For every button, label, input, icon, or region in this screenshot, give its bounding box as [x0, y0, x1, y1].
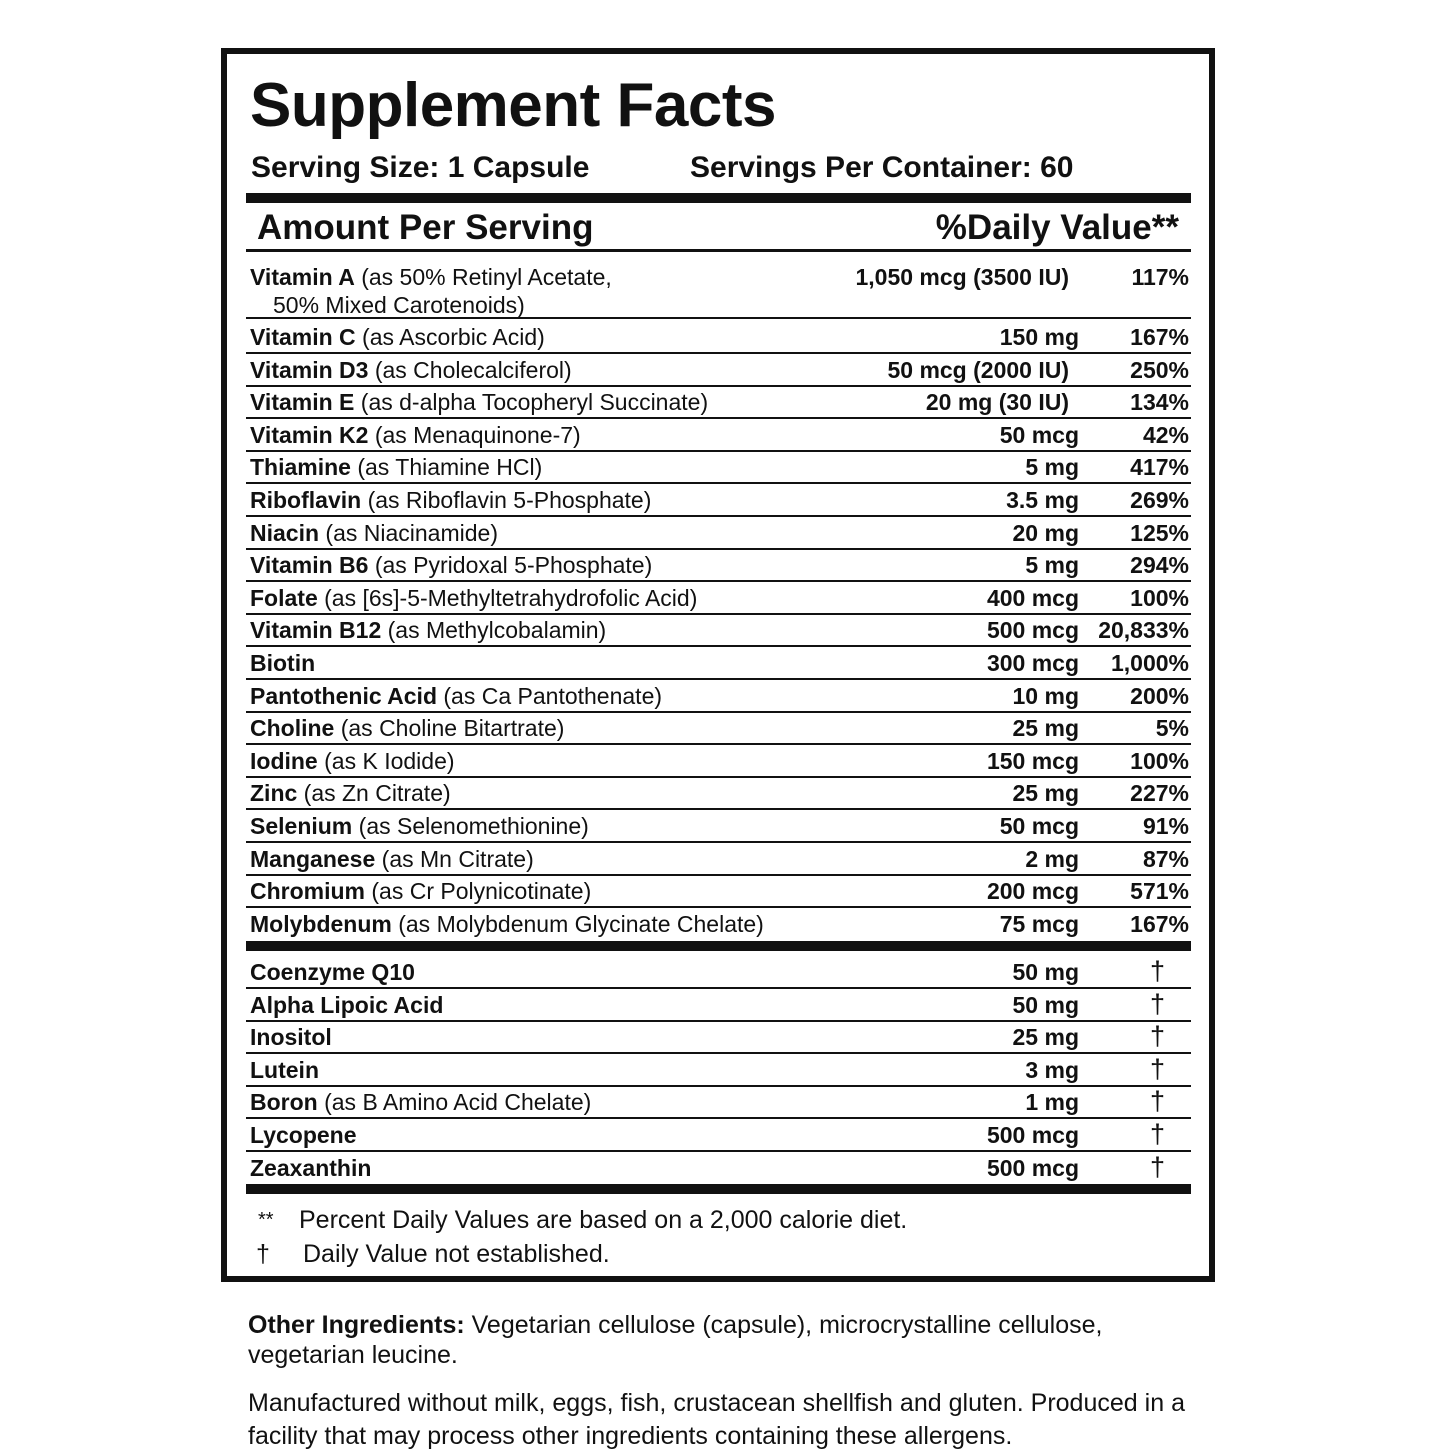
nutrient-daily-value: 417% — [1130, 454, 1189, 481]
nutrient-name: Vitamin B12 — [250, 617, 382, 644]
nutrient-amount: 200 mcg — [986, 878, 1079, 905]
nutrient-row — [246, 956, 1191, 989]
nutrient-row — [246, 354, 1191, 387]
nutrient-row — [246, 647, 1191, 680]
nutrient-source: (as d-alpha Tocopheryl Succinate) — [360, 389, 709, 416]
thick-divider-top — [246, 193, 1191, 203]
nutrient-row — [246, 1054, 1191, 1087]
nutrient-name: Vitamin C — [250, 324, 356, 350]
nutrient-daily-value: 125% — [1130, 519, 1189, 546]
serving-size: Serving Size: 1 Capsule — [251, 151, 590, 184]
other-ingredients-text: Vegetarian cellulose (capsule), microcrystalline cellulose, vegetarian leucine. — [248, 1311, 1103, 1369]
nutrient-name: Vitamin E — [250, 389, 355, 416]
nutrient-row — [246, 1021, 1191, 1054]
nutrient-name-line — [250, 683, 662, 710]
nutrient-name: Alpha Lipoic Acid — [250, 991, 444, 1018]
thick-divider-bottom — [246, 1184, 1191, 1194]
nutrient-name-line — [250, 959, 415, 986]
nutrient-name: Vitamin K2 — [250, 421, 369, 448]
nutrient-daily-value: 87% — [1142, 845, 1189, 872]
nutrient-amount: 20 mg (30 IU) — [925, 389, 1069, 416]
footnote-dv-text: Percent Daily Values are based on a 2,000 calorie diet. — [299, 1206, 908, 1234]
nutrient-row — [246, 484, 1191, 517]
nutrient-amount: 25 mg — [1012, 715, 1079, 742]
manufacturing-note: Manufactured without milk, eggs, fish, crustacean shellfish and gluten. Produced in a facility that may process other ingredients containing these allergens. — [248, 1389, 1185, 1450]
daily-value-header: %Daily Value** — [935, 208, 1179, 247]
nutrient-amount: 50 mcg (2000 IU) — [887, 356, 1069, 383]
nutrient-name-line — [250, 1155, 371, 1182]
nutrient-source: (as Zn Citrate) — [303, 780, 451, 807]
nutrient-daily-value: 200% — [1130, 682, 1189, 709]
dagger-icon: † — [1150, 1053, 1166, 1084]
nutrient-name-line — [250, 780, 451, 807]
nutrient-name: Riboflavin — [250, 487, 362, 513]
nutrient-daily-value: 227% — [1130, 780, 1189, 807]
nutrient-name-line — [250, 1122, 357, 1149]
nutrient-row — [246, 419, 1191, 452]
nutrient-row — [246, 1152, 1191, 1185]
dagger-icon: † — [1150, 956, 1166, 986]
nutrient-amount: 25 mg — [1012, 780, 1079, 807]
nutrient-daily-value: 250% — [1130, 356, 1189, 383]
nutrient-amount: 500 mcg — [986, 1122, 1079, 1148]
nutrient-daily-value: 167% — [1130, 324, 1189, 350]
nutrient-name-line — [250, 1089, 591, 1116]
nutrient-amount: 150 mcg — [986, 747, 1079, 774]
nutrient-name: Chromium — [250, 878, 365, 905]
nutrient-daily-value: 167% — [1130, 910, 1189, 937]
nutrient-name: Zeaxanthin — [250, 1154, 372, 1181]
nutrient-name-line — [250, 264, 612, 291]
nutrient-name: Biotin — [250, 650, 316, 676]
nutrient-source: (as Riboflavin 5-Phosphate) — [367, 487, 652, 513]
nutrient-name-line — [250, 1057, 319, 1084]
nutrient-amount: 5 mg — [1025, 454, 1079, 481]
nutrient-source: (as 50% Retinyl Acetate, — [361, 264, 612, 290]
nutrient-source: (as Selenomethionine) — [358, 813, 589, 839]
nutrient-row — [246, 810, 1191, 843]
thick-divider-middle — [246, 941, 1191, 951]
footnote-dv-symbol: ** — [258, 1209, 274, 1231]
nutrient-source: (as Pyridoxal 5-Phosphate) — [374, 552, 653, 579]
nutrient-name: Boron — [250, 1089, 318, 1116]
nutrient-name-line — [250, 520, 498, 547]
nutrient-name-line — [250, 846, 534, 873]
panel-title: Supplement Facts — [250, 71, 776, 140]
dagger-icon: † — [1150, 1151, 1166, 1182]
nutrient-name: Selenium — [250, 813, 353, 839]
nutrient-daily-value: 100% — [1130, 747, 1189, 774]
nutrient-daily-value: 294% — [1130, 552, 1189, 579]
nutrient-source: (as Cr Polynicotinate) — [371, 878, 592, 905]
nutrient-daily-value: 571% — [1130, 878, 1189, 905]
nutrient-name-line — [250, 878, 591, 905]
nutrient-amount: 500 mcg — [986, 1154, 1079, 1181]
nutrient-row — [246, 1086, 1191, 1119]
nutrient-name: Molybdenum — [250, 910, 392, 937]
nutrient-source: (as [6s]-5-Methyltetrahydrofolic Acid) — [324, 584, 698, 611]
nutrient-amount: 2 mg — [1025, 845, 1079, 872]
nutrient-name: Lycopene — [250, 1122, 357, 1148]
nutrient-daily-value: 100% — [1130, 584, 1189, 611]
footnote-dagger-text: Daily Value not established. — [303, 1240, 610, 1268]
nutrient-amount: 5 mg — [1025, 552, 1079, 579]
nutrient-row — [246, 908, 1191, 941]
nutrient-daily-value: 91% — [1142, 813, 1189, 839]
nutrient-row — [246, 989, 1191, 1022]
nutrient-row — [246, 875, 1191, 908]
nutrient-row — [246, 745, 1191, 778]
nutrient-source: (as B Amino Acid Chelate) — [324, 1089, 592, 1116]
nutrient-name: Choline — [250, 715, 335, 742]
nutrient-name: Pantothenic Acid — [250, 682, 437, 709]
nutrient-amount: 50 mcg — [999, 421, 1079, 448]
nutrient-name-line — [250, 748, 455, 775]
nutrient-name-line — [250, 1024, 332, 1051]
nutrient-row — [246, 451, 1191, 484]
nutrient-daily-value: 1,000% — [1110, 650, 1189, 676]
nutrient-row — [246, 614, 1191, 647]
nutrient-row — [246, 321, 1191, 354]
nutrient-name-line — [250, 324, 545, 351]
nutrient-name: Inositol — [250, 1024, 332, 1051]
nutrient-row — [246, 517, 1191, 550]
nutrient-name: Zinc — [250, 780, 298, 807]
nutrient-amount: 500 mcg — [986, 617, 1079, 644]
dagger-icon: † — [1150, 1119, 1166, 1149]
nutrient-name: Vitamin B6 — [250, 552, 369, 579]
amount-per-serving-header: Amount Per Serving — [257, 208, 594, 247]
nutrient-name-line — [250, 650, 315, 677]
nutrient-amount: 50 mg — [1012, 991, 1079, 1018]
nutrient-source: (as Niacinamide) — [325, 519, 498, 546]
nutrient-name-line — [250, 992, 443, 1019]
nutrient-name: Thiamine — [250, 454, 351, 481]
nutrient-source: (as K Iodide) — [324, 747, 455, 774]
nutrient-row — [246, 777, 1191, 810]
nutrient-name: Vitamin D3 — [250, 356, 369, 383]
nutrient-row — [246, 386, 1191, 419]
nutrient-amount: 300 mcg — [986, 650, 1079, 676]
nutrient-name-line — [250, 487, 651, 514]
nutrient-source: (as Molybdenum Glycinate Chelate) — [398, 910, 764, 937]
nutrient-name: Iodine — [250, 747, 318, 774]
footnote-dagger-symbol: † — [256, 1240, 270, 1268]
nutrient-name: Manganese — [250, 845, 376, 872]
nutrient-name-line — [250, 422, 581, 449]
nutrient-daily-value: 42% — [1142, 421, 1189, 448]
nutrient-name: Vitamin A — [250, 264, 355, 290]
nutrient-source: (as Thiamine HCl) — [357, 454, 543, 481]
nutrient-amount: 150 mg — [999, 324, 1079, 350]
nutrient-amount: 10 mg — [1012, 682, 1079, 709]
nutrient-row — [246, 582, 1191, 615]
nutrient-source: (as Cholecalciferol) — [374, 356, 572, 383]
nutrient-name: Niacin — [250, 519, 320, 546]
nutrient-daily-value: 117% — [1131, 264, 1189, 290]
other-ingredients-label: Other Ingredients: — [248, 1311, 465, 1339]
nutrient-name-line — [250, 454, 542, 481]
nutrient-name-line — [250, 911, 764, 938]
nutrient-amount: 50 mg — [1012, 959, 1079, 985]
nutrient-row — [246, 680, 1191, 713]
nutrient-daily-value: 5% — [1155, 715, 1189, 742]
nutrient-amount: 1,050 mcg (3500 IU) — [855, 264, 1069, 290]
nutrient-amount: 3 mg — [1025, 1056, 1079, 1083]
servings-per-container: Servings Per Container: 60 — [690, 151, 1074, 184]
nutrient-amount: 400 mcg — [986, 584, 1079, 611]
nutrient-name: Coenzyme Q10 — [250, 959, 415, 985]
nutrient-name: Lutein — [250, 1056, 319, 1083]
nutrient-name-line — [250, 389, 708, 416]
nutrient-name-line — [250, 552, 652, 579]
nutrient-name-line — [250, 715, 564, 742]
nutrient-row — [246, 549, 1191, 582]
nutrient-source: (as Menaquinone-7) — [374, 421, 581, 448]
nutrient-amount: 20 mg — [1012, 519, 1079, 546]
nutrient-daily-value: 269% — [1130, 487, 1189, 513]
nutrient-source: (as Ca Pantothenate) — [443, 682, 663, 709]
nutrient-row — [246, 712, 1191, 745]
nutrient-row-vitamin-a — [246, 261, 1191, 319]
header-divider — [246, 249, 1191, 252]
nutrient-amount: 25 mg — [1012, 1024, 1079, 1051]
other-ingredients — [248, 1310, 1148, 1370]
nutrient-amount: 75 mcg — [999, 910, 1079, 937]
nutrient-source: (as Ascorbic Acid) — [362, 324, 545, 350]
nutrient-name: Folate — [250, 584, 318, 611]
nutrient-row — [246, 1119, 1191, 1152]
dagger-icon: † — [1150, 1086, 1166, 1117]
nutrient-amount: 50 mcg — [999, 813, 1079, 839]
dagger-icon: † — [1150, 988, 1166, 1019]
nutrient-amount: 3.5 mg — [1006, 487, 1079, 513]
nutrient-row — [246, 843, 1191, 876]
nutrient-name-line — [250, 585, 697, 612]
nutrient-amount: 1 mg — [1025, 1089, 1079, 1116]
nutrient-source: (as Mn Citrate) — [381, 845, 534, 872]
nutrient-daily-value: 20,833% — [1098, 617, 1189, 644]
nutrient-source: (as Choline Bitartrate) — [340, 715, 565, 742]
dagger-icon: † — [1150, 1021, 1166, 1052]
nutrient-daily-value: 134% — [1130, 389, 1189, 416]
nutrient-name-line — [250, 357, 572, 384]
nutrient-name-line — [250, 617, 606, 644]
nutrient-name-line — [250, 813, 589, 840]
nutrient-source-line2: 50% Mixed Carotenoids) — [273, 292, 525, 318]
nutrient-source: (as Methylcobalamin) — [387, 617, 607, 644]
